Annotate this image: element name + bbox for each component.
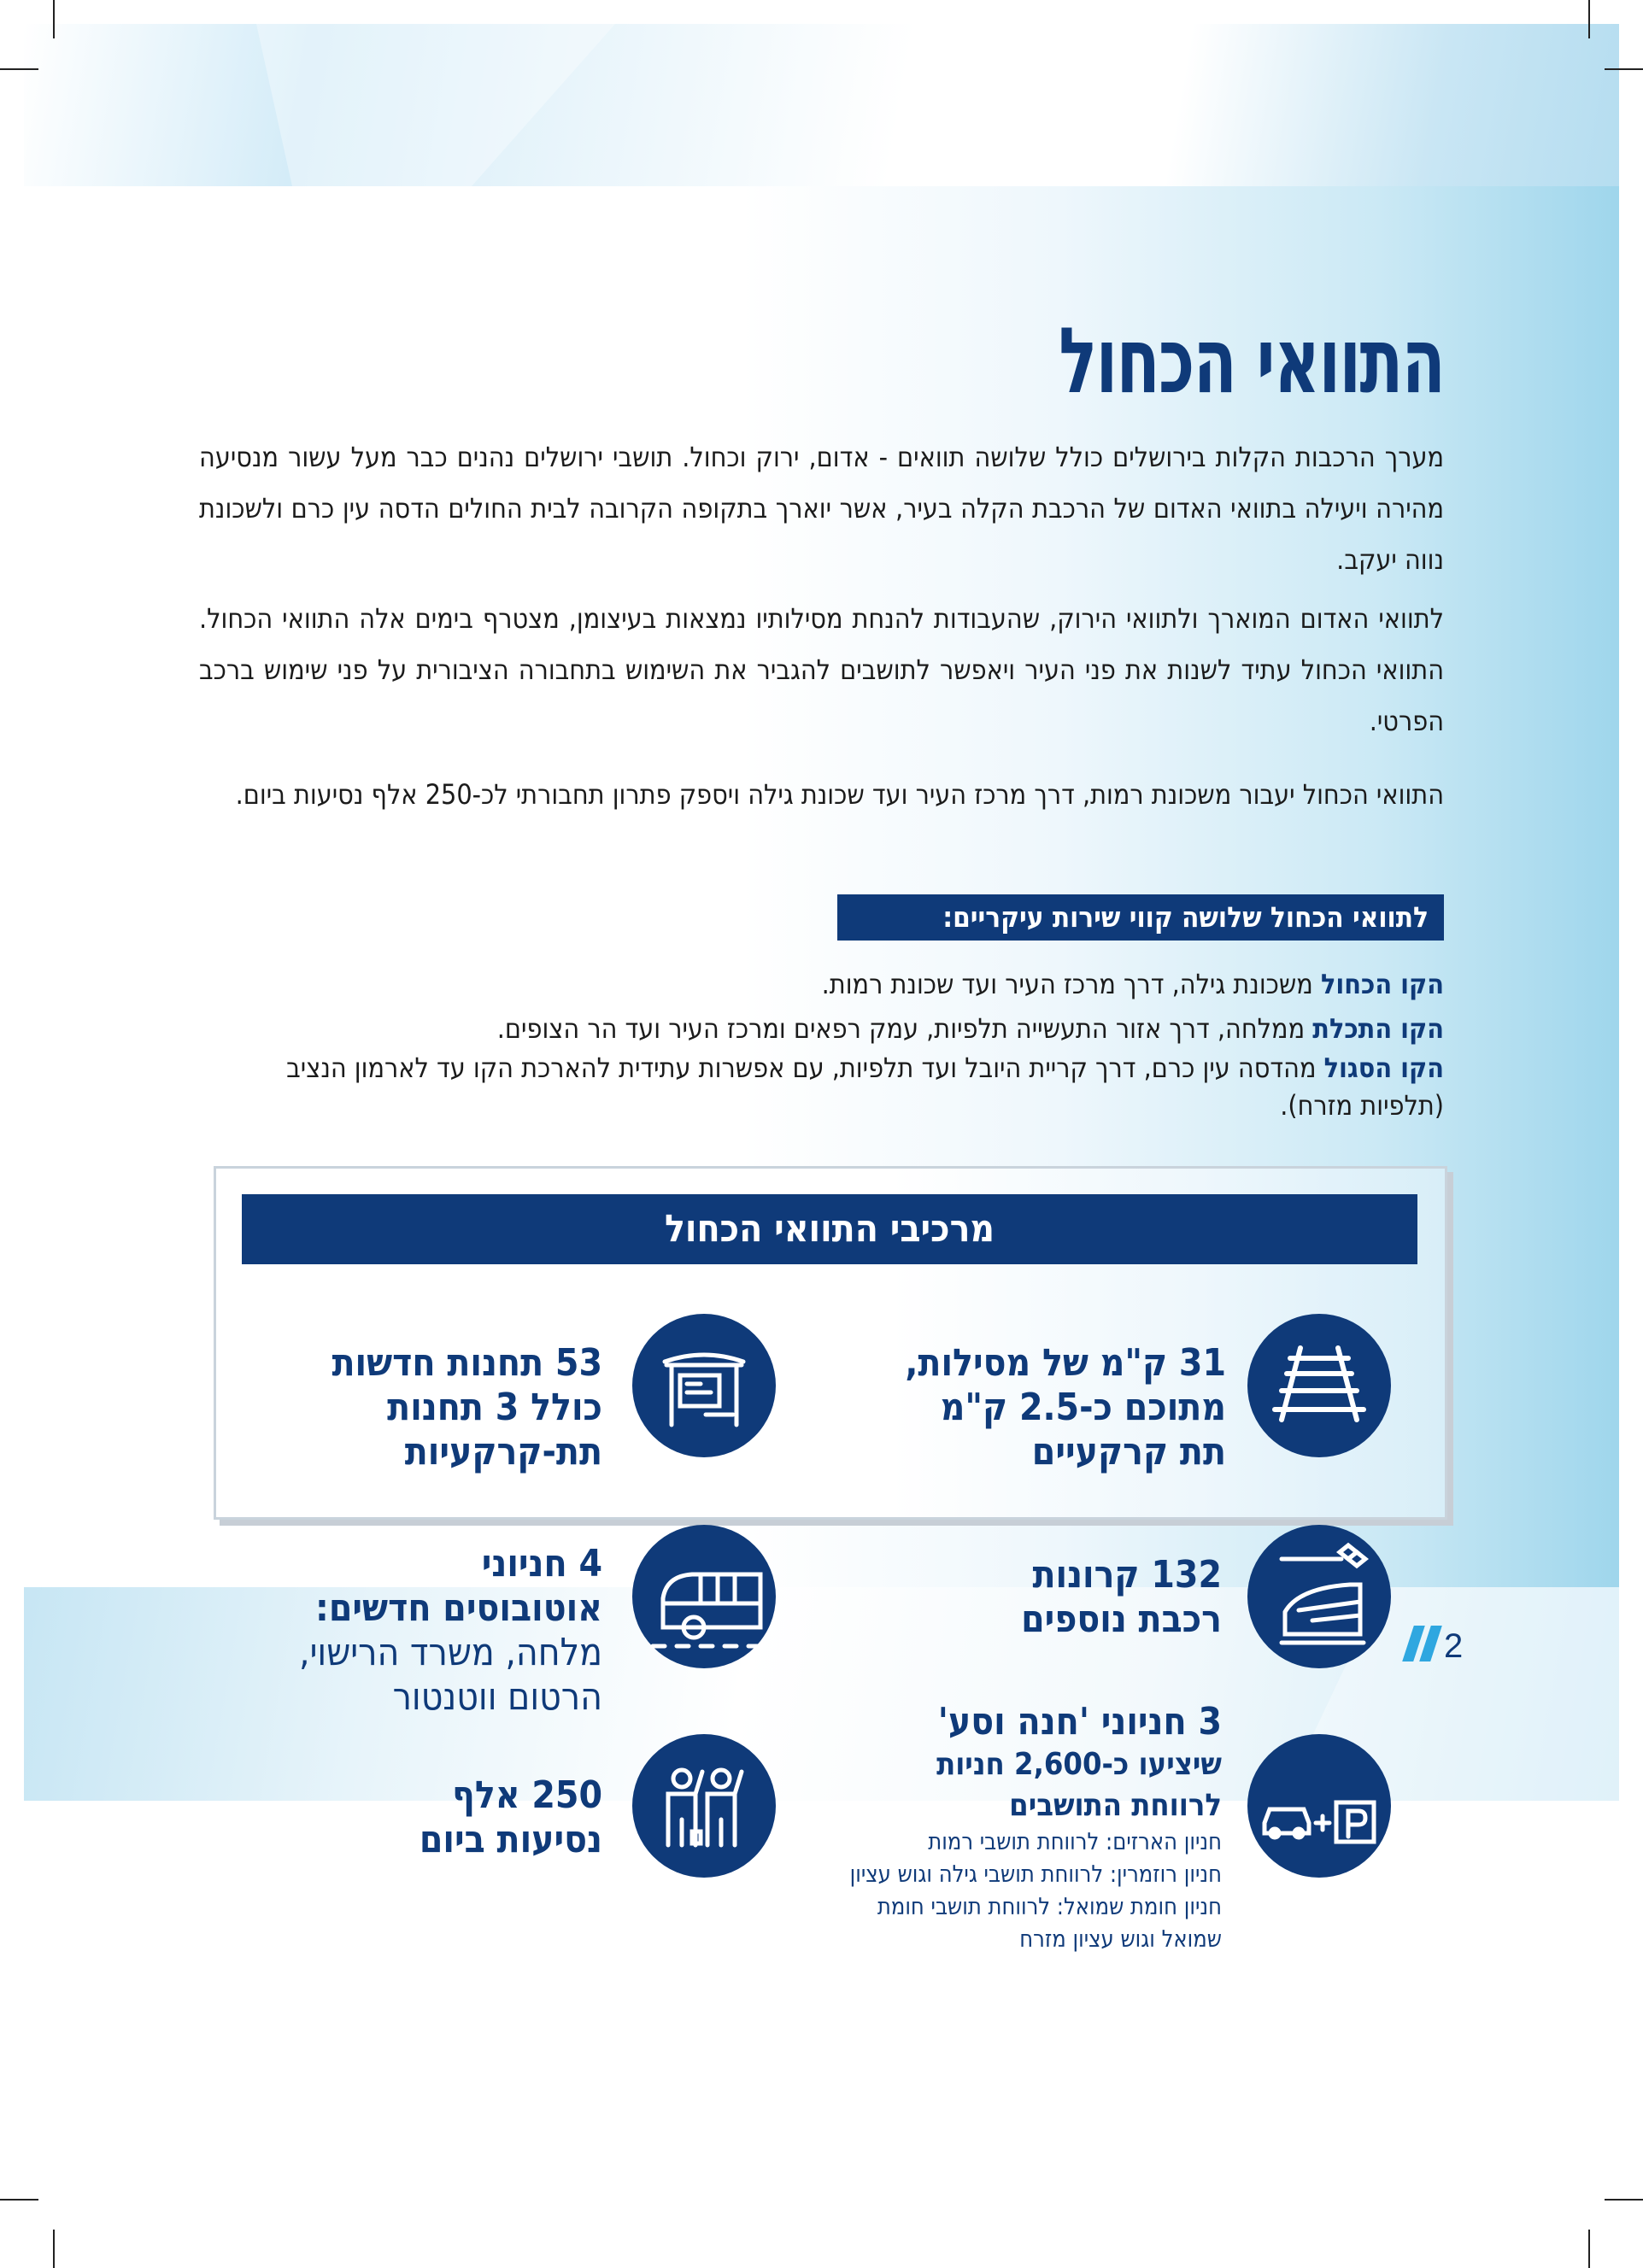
train-icon bbox=[1247, 1525, 1391, 1668]
crop-mark bbox=[0, 68, 38, 70]
rail-tracks-icon bbox=[1247, 1314, 1391, 1457]
rides-line-2: נסיעות ביום bbox=[419, 1818, 602, 1861]
park-line-2: שיציעו כ-2,600 חניות bbox=[936, 1747, 1222, 1782]
stations-line-3: תת-קרקעיות bbox=[404, 1430, 602, 1474]
service-lines-heading: לתוואי הכחול שלושה קווי שירות עיקריים: bbox=[837, 894, 1444, 941]
stations-line-2: כולל 3 תחנות bbox=[387, 1386, 602, 1429]
tracks-line-3: תת קרקעיים bbox=[1031, 1430, 1226, 1474]
stations-line-1: 53 תחנות חדשות bbox=[332, 1341, 602, 1385]
line-route: משכונת גילה, דרך מרכז העיר ועד שכונת רמות. bbox=[821, 968, 1321, 1000]
train-icon bbox=[1247, 1525, 1391, 1668]
service-line-cyan bbox=[199, 1005, 1444, 1052]
crop-mark bbox=[53, 0, 55, 38]
crop-mark bbox=[53, 2230, 55, 2268]
park-and-ride-icon bbox=[1247, 1734, 1391, 1878]
crop-mark bbox=[1605, 68, 1643, 70]
bus-terminals-stat bbox=[299, 1542, 602, 1720]
park-and-ride-icon bbox=[1247, 1734, 1391, 1878]
crop-mark bbox=[1588, 0, 1590, 38]
park-detail-1: חניון הארזים: לרווחת תושבי רמות bbox=[928, 1829, 1222, 1855]
line-route: מהדסה עין כרם, דרך קריית היובל ועד תלפיות, עם אפשרות עתידית להארכת הקו עד לארמון הנציב (תלפיות מזרח). bbox=[286, 1052, 1444, 1122]
tracks-stat bbox=[905, 1341, 1226, 1474]
line-name: הקו הסגול bbox=[1323, 1052, 1444, 1084]
third-paragraph: התוואי הכחול יעבור משכונת רמות, דרך מרכז העיר ועד שכונת גילה ויספק פתרון תחבורתי לכ-250 אלף נסיעות ביום. bbox=[235, 778, 1444, 811]
bus-line-4: הרטום ווטנטור bbox=[392, 1675, 602, 1719]
line-route: ממלחה, דרך אזור התעשייה תלפיות, עמק רפאים ומרכז העיר ועד הר הצופים. bbox=[496, 1012, 1313, 1045]
service-line-purple bbox=[199, 1049, 1444, 1124]
park-detail-3: חניון חומת שמואל: לרווחת תושבי חומת bbox=[877, 1894, 1222, 1920]
park-detail-2: חניון רוזמרין: לרווחת תושבי גילה וגוש עציון bbox=[849, 1861, 1222, 1888]
rides-line-1: 250 אלף bbox=[452, 1773, 602, 1817]
rides-stat bbox=[420, 1773, 602, 1862]
line-name: הקו התכלת bbox=[1312, 1012, 1444, 1045]
station-icon bbox=[632, 1314, 776, 1457]
components-header: מרכיבי התוואי הכחול bbox=[242, 1194, 1417, 1264]
bus-line-3: מלחה, משרד הרישוי, bbox=[299, 1631, 602, 1674]
line-name: הקו הכחול bbox=[1320, 968, 1444, 1000]
station-icon bbox=[632, 1314, 776, 1457]
bus-line-2: אוטובוסים חדשים: bbox=[315, 1586, 602, 1630]
park-and-ride-stat bbox=[850, 1700, 1222, 1956]
page-number: 2 bbox=[1444, 1627, 1464, 1665]
tracks-line-1: 31 ק"מ של מסילות, bbox=[905, 1341, 1226, 1385]
second-paragraph: לתוואי האדום המוארך ולתוואי הירוק, שהעבודות להנחת מסילותיו נמצאות בעיצומן, מצטרף בימים אלה התוואי הכחול. התוואי הכחול עתיד לשנות את פני העיר ויאפשר לתושבים להגביר את השימוש בתחבורה הציבורית על פני שימוש ברכב הפרטי. bbox=[199, 602, 1444, 737]
bus-icon bbox=[632, 1525, 776, 1668]
stations-stat bbox=[332, 1341, 602, 1474]
cars-line-1: 132 קרונות bbox=[1032, 1553, 1222, 1597]
crop-mark bbox=[1605, 2199, 1643, 2201]
cars-line-2: רכבת נוספים bbox=[1021, 1597, 1222, 1641]
park-line-3: לרווחת התושבים bbox=[1009, 1788, 1222, 1823]
park-line-1: 3 חניוני 'חנה וסע' bbox=[937, 1700, 1222, 1743]
passengers-icon bbox=[632, 1734, 776, 1878]
intro-paragraph: מערך הרכבות הקלות בירושלים כולל שלושה תוואים - אדום, ירוק וכחול. תושבי ירושלים נהנים כבר מעל עשור מנסיעה מהירה ויעילה בתוואי האדום של הרכבת הקלה בעיר, אשר יוארך בתקופה הקרובה לבית החולים הדסה עין כרם ולשכונת נווה יעקב. bbox=[199, 441, 1444, 576]
bus-icon bbox=[632, 1525, 776, 1668]
service-line-blue bbox=[199, 960, 1444, 1008]
park-detail-4: שמואל וגוש עציון מזרח bbox=[1019, 1926, 1222, 1953]
crop-mark bbox=[1588, 2230, 1590, 2268]
passengers-icon bbox=[632, 1734, 776, 1878]
crop-mark bbox=[0, 2199, 38, 2201]
tracks-line-2: מתוכם כ-2.5 ק"מ bbox=[940, 1386, 1226, 1429]
cars-stat bbox=[1021, 1553, 1222, 1642]
rail-tracks-icon bbox=[1247, 1314, 1391, 1457]
bus-line-1: 4 חניוני bbox=[481, 1542, 602, 1585]
page-title: התוואי הכחול bbox=[1058, 308, 1444, 413]
